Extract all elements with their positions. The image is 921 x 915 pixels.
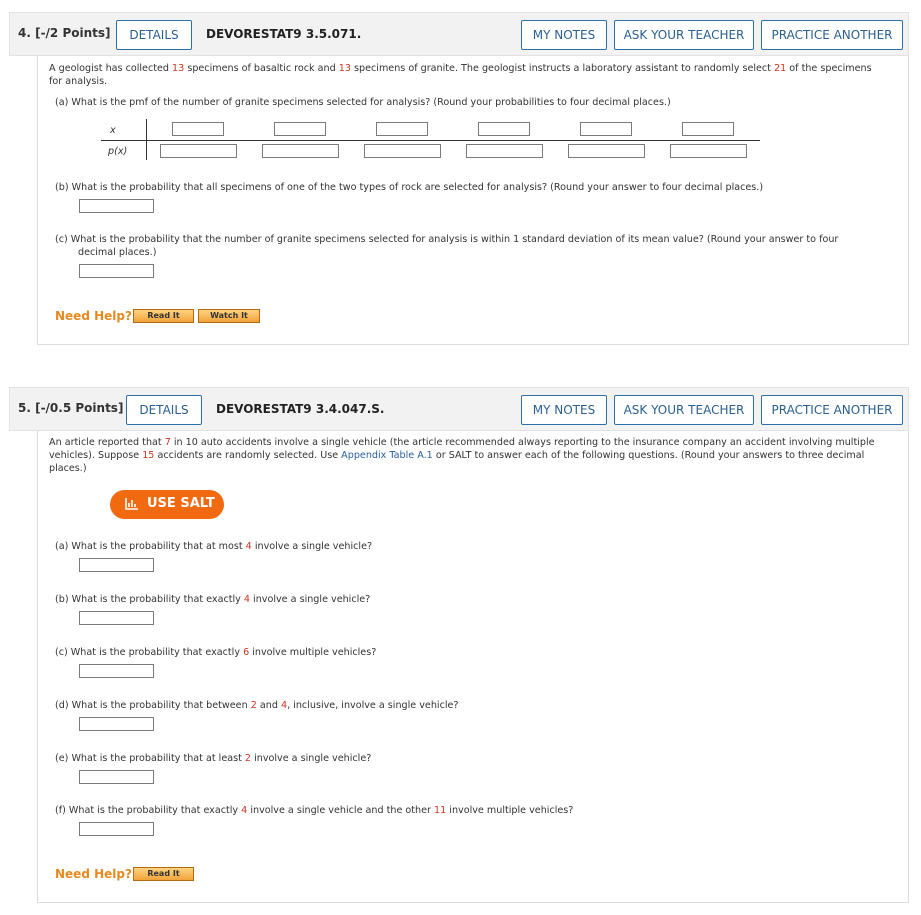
q4-part-b-answer-input[interactable] [79, 199, 154, 213]
q5-header [9, 387, 909, 431]
pmf-px-input[interactable] [262, 144, 339, 158]
q4-intro: A geologist has collected 13 specimens of basaltic rock and 13 specimens of granite. The geologist instructs a laboratory assistant to randomly select 21 of the specimens for analysis. [49, 63, 872, 87]
q4-part-a-question: (a) What is the pmf of the number of granite specimens selected for analysis? (Round your probabilities to four decimal places.) [55, 97, 671, 108]
q5-part-e-answer-input[interactable] [79, 770, 154, 784]
pmf-x-input[interactable] [274, 122, 326, 136]
q5-practice-another-button[interactable]: PRACTICE ANOTHER [761, 395, 903, 425]
q5-need-help-label: Need Help? [55, 867, 132, 881]
pmf-px-input[interactable] [160, 144, 237, 158]
q5-part-f-question: (f) What is the probability that exactly 4 involve a single vehicle and the other 11 involve multiple vehicles? [55, 805, 574, 816]
q4-read-it-button[interactable]: Read It [133, 309, 194, 323]
pmf-x-label: x [110, 125, 116, 136]
q4-need-help-label: Need Help? [55, 309, 132, 323]
pmf-x-input[interactable] [580, 122, 632, 136]
q4-my-notes-button[interactable]: MY NOTES [521, 20, 607, 50]
q5-my-notes-button[interactable]: MY NOTES [521, 395, 607, 425]
q4-part-c-answer-input[interactable] [79, 264, 154, 278]
q5-part-a-question: (a) What is the probability that at most 4 involve a single vehicle? [55, 541, 373, 552]
q5-part-e-question: (e) What is the probability that at least 2 involve a single vehicle? [55, 753, 372, 764]
pmf-table-horizontal-rule [101, 140, 760, 141]
pmf-x-input[interactable] [376, 122, 428, 136]
q5-part-b-question: (b) What is the probability that exactly 4 involve a single vehicle? [55, 594, 371, 605]
q4-watch-it-button[interactable]: Watch It [198, 309, 260, 323]
q5-details-button[interactable]: DETAILS [126, 395, 202, 425]
q4-header [9, 12, 909, 56]
pmf-px-label: p(x) [108, 146, 128, 157]
q5-read-it-button[interactable]: Read It [133, 867, 194, 881]
pmf-px-input[interactable] [568, 144, 645, 158]
pmf-px-input[interactable] [466, 144, 543, 158]
q5-part-f-answer-input[interactable] [79, 822, 154, 836]
pmf-x-input[interactable] [682, 122, 734, 136]
q5-ask-teacher-button[interactable]: ASK YOUR TEACHER [614, 395, 754, 425]
q5-part-c-question: (c) What is the probability that exactly 6 involve multiple vehicles? [55, 647, 377, 658]
q5-part-b-answer-input[interactable] [79, 611, 154, 625]
q5-part-c-answer-input[interactable] [79, 664, 154, 678]
q5-intro: An article reported that 7 in 10 auto accidents involve a single vehicle (the article recommended always reporting to the insurance company an accident involving multiple vehicles). Suppose 15 accidents are randomly selected. Use Appendix Table A.1 or SALT to answer each of the following questions. (Round your answers to three decimal places.) [49, 437, 875, 474]
pmf-x-input[interactable] [172, 122, 224, 136]
q4-problem-id: DEVORESTAT9 3.5.071. [206, 27, 362, 41]
appendix-table-link[interactable]: Appendix Table A.1 [341, 450, 433, 461]
q4-details-button[interactable]: DETAILS [116, 20, 192, 50]
q4-part-c-question: (c) What is the probability that the number of granite specimens selected for analysis is within 1 standard deviation of its mean value? (Round your answer to four decimal places.) [55, 234, 839, 258]
q5-part-d-question: (d) What is the probability that between 2 and 4, inclusive, involve a single vehicle? [55, 700, 459, 711]
q5-part-a-answer-input[interactable] [79, 558, 154, 572]
q5-part-d-answer-input[interactable] [79, 717, 154, 731]
pmf-px-input[interactable] [670, 144, 747, 158]
pmf-px-input[interactable] [364, 144, 441, 158]
salt-chart-icon [124, 497, 140, 511]
q5-points: 5. [-/0.5 Points] [18, 401, 124, 415]
q4-part-b-question: (b) What is the probability that all specimens of one of the two types of rock are selected for analysis? (Round your answer to four decimal places.) [55, 182, 764, 193]
q4-points: 4. [-/2 Points] [18, 26, 111, 40]
q4-practice-another-button[interactable]: PRACTICE ANOTHER [761, 20, 903, 50]
use-salt-button[interactable] [110, 490, 224, 519]
use-salt-label: USE SALT [147, 496, 215, 511]
pmf-x-input[interactable] [478, 122, 530, 136]
q5-problem-id: DEVORESTAT9 3.4.047.S. [216, 402, 385, 416]
q4-ask-teacher-button[interactable]: ASK YOUR TEACHER [614, 20, 754, 50]
